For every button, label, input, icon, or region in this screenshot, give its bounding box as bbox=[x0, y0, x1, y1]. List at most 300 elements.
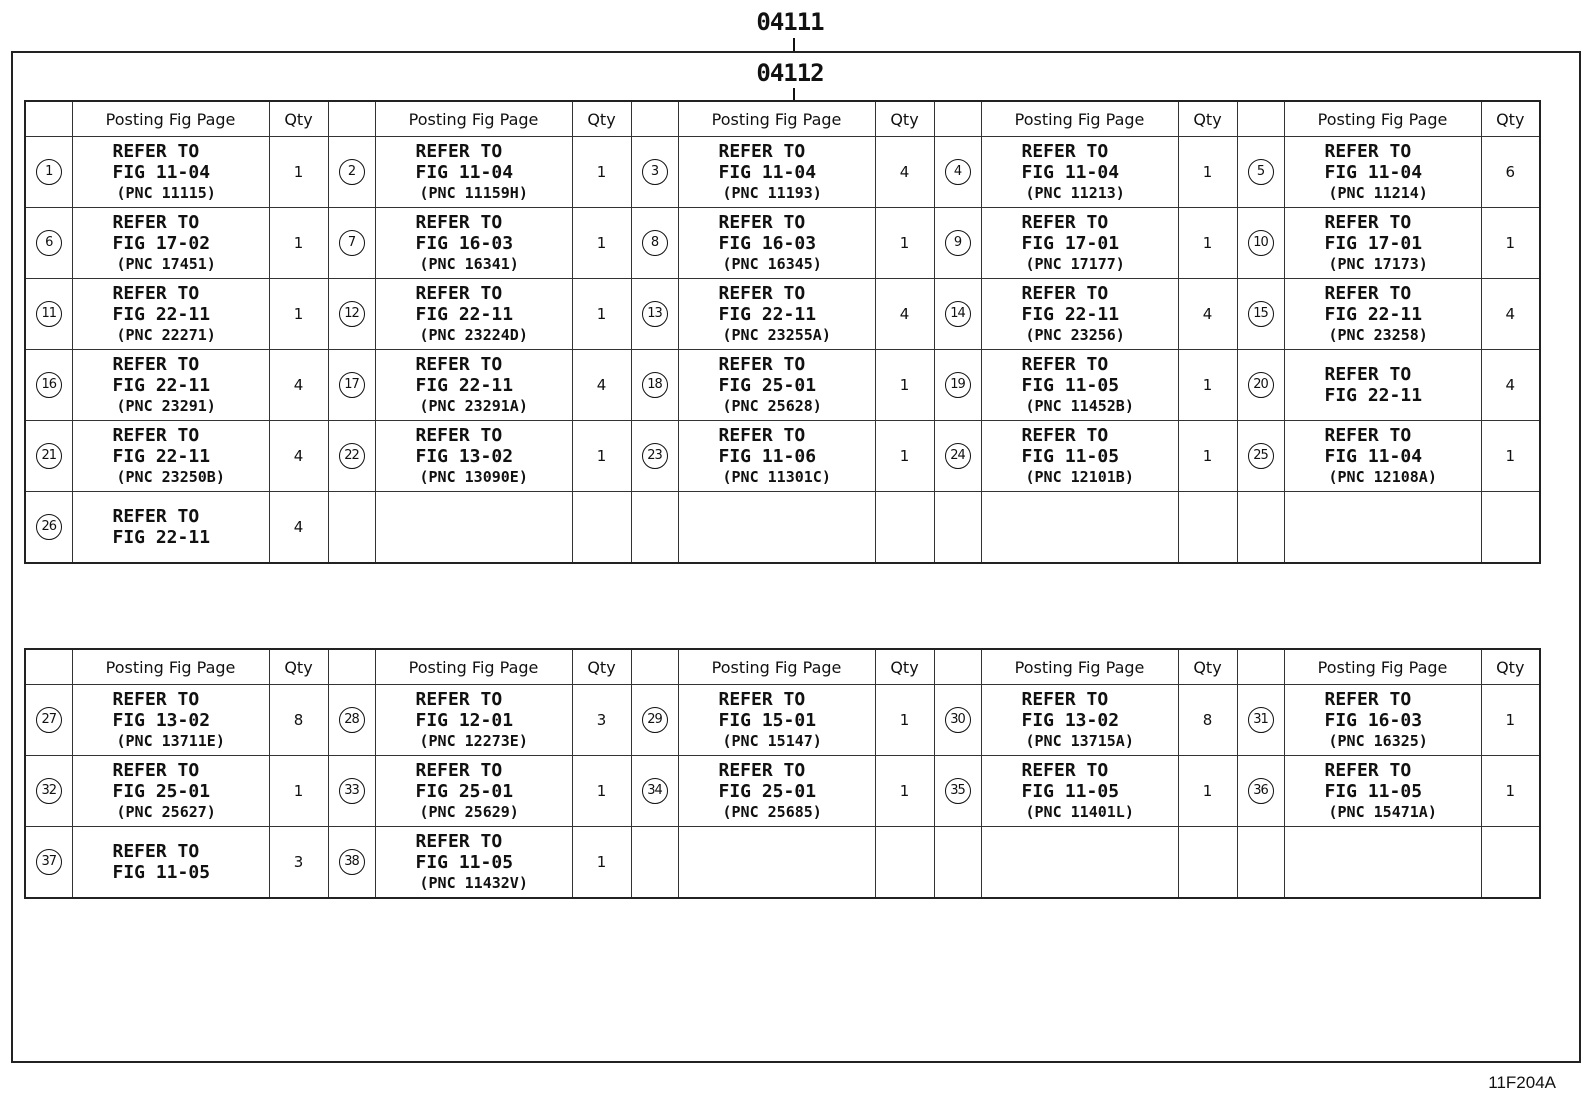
header-qty: Qty bbox=[572, 649, 631, 685]
quantity-cell bbox=[572, 492, 631, 564]
item-number-badge: 16 bbox=[36, 372, 62, 398]
item-number-cell bbox=[328, 208, 375, 279]
item-number-cell bbox=[328, 492, 375, 564]
fig-page-text: FIG 11-04 bbox=[718, 161, 817, 183]
item-number-cell bbox=[25, 208, 72, 279]
item-number-cell bbox=[328, 137, 375, 208]
fig-page-text: FIG 11-04 bbox=[415, 161, 514, 183]
pnc-text: (PNC 11214) bbox=[1328, 183, 1428, 202]
item-number-cell bbox=[631, 279, 678, 350]
item-number-cell bbox=[25, 492, 72, 564]
item-number-badge: 22 bbox=[339, 443, 365, 469]
refer-to-text: REFER TO bbox=[112, 688, 200, 710]
refer-to-text: REFER TO bbox=[718, 140, 806, 162]
refer-to-text: REFER TO bbox=[112, 211, 200, 233]
header-qty: Qty bbox=[1481, 649, 1540, 685]
pnc-text: (PNC 25629) bbox=[419, 802, 519, 821]
fig-page-text: FIG 16-03 bbox=[1324, 709, 1423, 731]
table-row bbox=[25, 208, 1540, 279]
fig-page-text: FIG 11-04 bbox=[1324, 161, 1423, 183]
item-number-cell bbox=[25, 827, 72, 899]
pnc-text: (PNC 11301C) bbox=[722, 467, 831, 486]
fig-page-text: FIG 11-05 bbox=[1021, 445, 1120, 467]
refer-to-text: REFER TO bbox=[415, 211, 503, 233]
refer-to-text: REFER TO bbox=[718, 759, 806, 781]
reference-cell bbox=[678, 756, 875, 827]
header-posting-fig-page: Posting Fig Page bbox=[72, 649, 269, 685]
reference-cell bbox=[1284, 421, 1481, 492]
refer-to-text: REFER TO bbox=[718, 282, 806, 304]
header-number-cell bbox=[328, 649, 375, 685]
fig-page-text: FIG 22-11 bbox=[415, 303, 514, 325]
pnc-text: (PNC 11115) bbox=[116, 183, 216, 202]
reference-cell bbox=[375, 279, 572, 350]
table-row bbox=[25, 350, 1540, 421]
reference-cell bbox=[678, 685, 875, 756]
fig-page-text: FIG 22-11 bbox=[1324, 303, 1423, 325]
quantity-cell: 1 bbox=[875, 421, 934, 492]
fig-page-text: FIG 25-01 bbox=[112, 780, 211, 802]
quantity-cell: 1 bbox=[1481, 208, 1540, 279]
item-number-cell bbox=[631, 756, 678, 827]
fig-page-text: FIG 11-04 bbox=[112, 161, 211, 183]
pnc-text: (PNC 11213) bbox=[1025, 183, 1125, 202]
reference-cell bbox=[678, 137, 875, 208]
fig-page-text: FIG 22-11 bbox=[112, 303, 211, 325]
reference-cell bbox=[981, 685, 1178, 756]
header-posting-fig-page: Posting Fig Page bbox=[678, 101, 875, 137]
item-number-cell bbox=[25, 756, 72, 827]
item-number-cell bbox=[631, 685, 678, 756]
refer-to-text: REFER TO bbox=[1324, 688, 1412, 710]
fig-page-text: FIG 17-01 bbox=[1324, 232, 1423, 254]
refer-to-text: REFER TO bbox=[1324, 282, 1412, 304]
pnc-text: (PNC 11159H) bbox=[419, 183, 528, 202]
pnc-text: (PNC 25685) bbox=[722, 802, 822, 821]
reference-cell bbox=[375, 827, 572, 899]
refer-to-text: REFER TO bbox=[112, 841, 200, 862]
reference-cell bbox=[678, 421, 875, 492]
header-number-cell bbox=[934, 649, 981, 685]
quantity-cell bbox=[1481, 827, 1540, 899]
reference-cell bbox=[1284, 279, 1481, 350]
quantity-cell bbox=[1481, 492, 1540, 564]
item-number-badge: 10 bbox=[1248, 230, 1274, 256]
item-number-badge: 15 bbox=[1248, 301, 1274, 327]
item-number-badge: 8 bbox=[642, 230, 668, 256]
pnc-text: (PNC 17177) bbox=[1025, 254, 1125, 273]
item-number-cell bbox=[631, 421, 678, 492]
quantity-cell: 1 bbox=[572, 279, 631, 350]
quantity-cell: 1 bbox=[572, 208, 631, 279]
pnc-text: (PNC 23291A) bbox=[419, 396, 528, 415]
quantity-cell: 1 bbox=[269, 756, 328, 827]
quantity-cell: 4 bbox=[269, 492, 328, 564]
header-qty: Qty bbox=[269, 649, 328, 685]
pnc-text: (PNC 15147) bbox=[722, 731, 822, 750]
quantity-cell: 4 bbox=[269, 350, 328, 421]
reference-cell bbox=[375, 421, 572, 492]
fig-page-text: FIG 15-01 bbox=[718, 709, 817, 731]
reference-cell bbox=[1284, 350, 1481, 421]
refer-to-text: REFER TO bbox=[415, 353, 503, 375]
reference-cell bbox=[72, 350, 269, 421]
item-number-badge: 25 bbox=[1248, 443, 1274, 469]
reference-cell bbox=[1284, 137, 1481, 208]
item-number-badge: 26 bbox=[36, 514, 62, 540]
quantity-cell: 1 bbox=[269, 208, 328, 279]
pnc-text: (PNC 11452B) bbox=[1025, 396, 1134, 415]
reference-cell bbox=[678, 279, 875, 350]
quantity-cell: 1 bbox=[572, 137, 631, 208]
item-number-badge: 31 bbox=[1248, 707, 1274, 733]
fig-page-text: FIG 13-02 bbox=[1021, 709, 1120, 731]
quantity-cell: 8 bbox=[1178, 685, 1237, 756]
table-row bbox=[25, 137, 1540, 208]
header-number-cell bbox=[934, 101, 981, 137]
quantity-cell: 1 bbox=[572, 827, 631, 899]
item-number-badge: 1 bbox=[36, 159, 62, 185]
illustration-code: 11F204A bbox=[1488, 1073, 1556, 1092]
sub-assembly-code: 04112 bbox=[756, 59, 824, 87]
item-number-badge: 6 bbox=[36, 230, 62, 256]
item-number-badge: 37 bbox=[36, 849, 62, 875]
pnc-text: (PNC 23224D) bbox=[419, 325, 528, 344]
refer-to-text: REFER TO bbox=[1021, 211, 1109, 233]
refer-to-text: REFER TO bbox=[112, 506, 200, 527]
reference-cell bbox=[72, 827, 269, 899]
reference-cell bbox=[981, 137, 1178, 208]
pnc-text: (PNC 13711E) bbox=[116, 731, 225, 750]
table-row bbox=[25, 492, 1540, 564]
item-number-cell bbox=[328, 827, 375, 899]
item-number-cell bbox=[934, 492, 981, 564]
item-number-cell bbox=[25, 137, 72, 208]
refer-to-text: REFER TO bbox=[1324, 211, 1412, 233]
quantity-cell: 1 bbox=[1481, 685, 1540, 756]
item-number-badge: 20 bbox=[1248, 372, 1274, 398]
quantity-cell: 8 bbox=[269, 685, 328, 756]
pnc-text: (PNC 16345) bbox=[722, 254, 822, 273]
item-number-badge: 35 bbox=[945, 778, 971, 804]
reference-cell bbox=[375, 685, 572, 756]
item-number-badge: 21 bbox=[36, 443, 62, 469]
fig-page-text: FIG 22-11 bbox=[718, 303, 817, 325]
fig-page-text: FIG 11-05 bbox=[1021, 780, 1120, 802]
table-row bbox=[25, 685, 1540, 756]
pnc-text: (PNC 17451) bbox=[116, 254, 216, 273]
pnc-text: (PNC 12108A) bbox=[1328, 467, 1437, 486]
header-qty: Qty bbox=[1178, 649, 1237, 685]
item-number-badge: 30 bbox=[945, 707, 971, 733]
refer-to-text: REFER TO bbox=[112, 353, 200, 375]
header-number-cell bbox=[1237, 101, 1284, 137]
item-number-cell bbox=[25, 279, 72, 350]
refer-to-text: REFER TO bbox=[1324, 140, 1412, 162]
header-qty: Qty bbox=[1481, 101, 1540, 137]
item-number-cell bbox=[1237, 756, 1284, 827]
quantity-cell bbox=[875, 827, 934, 899]
fig-page-text: FIG 11-05 bbox=[1021, 374, 1120, 396]
item-number-badge: 3 bbox=[642, 159, 668, 185]
quantity-cell: 1 bbox=[875, 756, 934, 827]
refer-to-text: REFER TO bbox=[1021, 759, 1109, 781]
item-number-cell bbox=[1237, 208, 1284, 279]
refer-to-text: REFER TO bbox=[112, 140, 200, 162]
refer-to-text: REFER TO bbox=[718, 688, 806, 710]
fig-page-text: FIG 25-01 bbox=[415, 780, 514, 802]
quantity-cell: 4 bbox=[1481, 279, 1540, 350]
pnc-text: (PNC 16341) bbox=[419, 254, 519, 273]
item-number-badge: 2 bbox=[339, 159, 365, 185]
item-number-badge: 24 bbox=[945, 443, 971, 469]
pnc-text: (PNC 11193) bbox=[722, 183, 822, 202]
refer-to-text: REFER TO bbox=[112, 424, 200, 446]
reference-cell bbox=[981, 421, 1178, 492]
table-row bbox=[25, 756, 1540, 827]
pnc-text: (PNC 16325) bbox=[1328, 731, 1428, 750]
reference-cell bbox=[72, 208, 269, 279]
item-number-badge: 19 bbox=[945, 372, 971, 398]
fig-page-text: FIG 11-06 bbox=[718, 445, 817, 467]
table-header-row bbox=[25, 649, 1540, 685]
item-number-badge: 5 bbox=[1248, 159, 1274, 185]
fig-page-text: FIG 22-11 bbox=[112, 374, 211, 396]
quantity-cell: 4 bbox=[875, 279, 934, 350]
quantity-cell: 1 bbox=[1178, 756, 1237, 827]
fig-page-text: FIG 13-02 bbox=[415, 445, 514, 467]
quantity-cell: 1 bbox=[875, 350, 934, 421]
header-number-cell bbox=[328, 101, 375, 137]
quantity-cell: 1 bbox=[572, 421, 631, 492]
item-number-cell bbox=[934, 685, 981, 756]
refer-to-text: REFER TO bbox=[112, 282, 200, 304]
reference-cell bbox=[1284, 827, 1481, 899]
reference-cell bbox=[1284, 756, 1481, 827]
quantity-cell: 1 bbox=[269, 137, 328, 208]
fig-page-text: FIG 22-11 bbox=[1021, 303, 1120, 325]
item-number-cell bbox=[25, 685, 72, 756]
quantity-cell: 1 bbox=[1178, 137, 1237, 208]
reference-cell bbox=[678, 827, 875, 899]
reference-cell bbox=[981, 827, 1178, 899]
quantity-cell: 3 bbox=[269, 827, 328, 899]
quantity-cell bbox=[1178, 492, 1237, 564]
assembly-code: 04111 bbox=[756, 8, 824, 36]
item-number-badge: 38 bbox=[339, 849, 365, 875]
reference-cell bbox=[72, 279, 269, 350]
item-number-badge: 32 bbox=[36, 778, 62, 804]
fig-page-text: FIG 25-01 bbox=[718, 374, 817, 396]
header-number-cell bbox=[631, 649, 678, 685]
fig-page-text: FIG 11-04 bbox=[1021, 161, 1120, 183]
quantity-cell: 1 bbox=[875, 685, 934, 756]
item-number-badge: 28 bbox=[339, 707, 365, 733]
pnc-text: (PNC 23250B) bbox=[116, 467, 225, 486]
item-number-badge: 7 bbox=[339, 230, 365, 256]
header-posting-fig-page: Posting Fig Page bbox=[375, 101, 572, 137]
header-posting-fig-page: Posting Fig Page bbox=[678, 649, 875, 685]
header-qty: Qty bbox=[1178, 101, 1237, 137]
header-posting-fig-page: Posting Fig Page bbox=[1284, 649, 1481, 685]
refer-to-text: REFER TO bbox=[718, 424, 806, 446]
header-posting-fig-page: Posting Fig Page bbox=[375, 649, 572, 685]
item-number-cell bbox=[934, 827, 981, 899]
refer-to-text: REFER TO bbox=[415, 759, 503, 781]
pnc-text: (PNC 22271) bbox=[116, 325, 216, 344]
item-number-badge: 14 bbox=[945, 301, 971, 327]
quantity-cell: 1 bbox=[1178, 350, 1237, 421]
reference-cell bbox=[678, 492, 875, 564]
reference-cell bbox=[981, 208, 1178, 279]
item-number-cell bbox=[631, 492, 678, 564]
header-posting-fig-page: Posting Fig Page bbox=[1284, 101, 1481, 137]
header-number-cell bbox=[25, 101, 72, 137]
refer-to-text: REFER TO bbox=[415, 688, 503, 710]
item-number-badge: 18 bbox=[642, 372, 668, 398]
item-number-badge: 29 bbox=[642, 707, 668, 733]
reference-cell bbox=[1284, 685, 1481, 756]
header-number-cell bbox=[631, 101, 678, 137]
fig-page-text: FIG 16-03 bbox=[718, 232, 817, 254]
reference-cell bbox=[981, 492, 1178, 564]
reference-cell bbox=[678, 208, 875, 279]
item-number-badge: 12 bbox=[339, 301, 365, 327]
header-posting-fig-page: Posting Fig Page bbox=[981, 649, 1178, 685]
quantity-cell: 1 bbox=[1178, 208, 1237, 279]
table-row bbox=[25, 421, 1540, 492]
item-number-cell bbox=[631, 208, 678, 279]
pnc-text: (PNC 23258) bbox=[1328, 325, 1428, 344]
quantity-cell: 6 bbox=[1481, 137, 1540, 208]
pnc-text: (PNC 23291) bbox=[116, 396, 216, 415]
fig-page-text: FIG 11-05 bbox=[415, 851, 514, 873]
pnc-text: (PNC 13090E) bbox=[419, 467, 528, 486]
refer-to-text: REFER TO bbox=[1021, 140, 1109, 162]
pnc-text: (PNC 25628) bbox=[722, 396, 822, 415]
quantity-cell: 1 bbox=[875, 208, 934, 279]
quantity-cell: 4 bbox=[269, 421, 328, 492]
header-qty: Qty bbox=[875, 101, 934, 137]
item-number-cell bbox=[631, 137, 678, 208]
pnc-text: (PNC 23256) bbox=[1025, 325, 1125, 344]
reference-cell bbox=[981, 279, 1178, 350]
table-row bbox=[25, 827, 1540, 899]
refer-to-text: REFER TO bbox=[718, 353, 806, 375]
item-number-cell bbox=[934, 756, 981, 827]
item-number-cell bbox=[934, 208, 981, 279]
item-number-badge: 13 bbox=[642, 301, 668, 327]
reference-cell bbox=[375, 756, 572, 827]
item-number-cell bbox=[1237, 350, 1284, 421]
quantity-cell: 1 bbox=[572, 756, 631, 827]
reference-cell bbox=[375, 137, 572, 208]
item-number-badge: 36 bbox=[1248, 778, 1274, 804]
item-number-badge: 11 bbox=[36, 301, 62, 327]
item-number-badge: 9 bbox=[945, 230, 971, 256]
quantity-cell: 1 bbox=[1481, 421, 1540, 492]
item-number-badge: 23 bbox=[642, 443, 668, 469]
fig-page-text: FIG 11-05 bbox=[112, 862, 211, 883]
item-number-cell bbox=[934, 350, 981, 421]
item-number-badge: 4 bbox=[945, 159, 971, 185]
reference-cell bbox=[981, 756, 1178, 827]
reference-cell bbox=[375, 350, 572, 421]
quantity-cell: 4 bbox=[875, 137, 934, 208]
item-number-cell bbox=[934, 421, 981, 492]
item-number-cell bbox=[1237, 827, 1284, 899]
refer-to-text: REFER TO bbox=[1324, 759, 1412, 781]
refer-to-text: REFER TO bbox=[415, 424, 503, 446]
item-number-cell bbox=[934, 279, 981, 350]
reference-cell bbox=[1284, 208, 1481, 279]
header-qty: Qty bbox=[875, 649, 934, 685]
pnc-text: (PNC 15471A) bbox=[1328, 802, 1437, 821]
reference-cell bbox=[72, 756, 269, 827]
reference-cell bbox=[72, 492, 269, 564]
quantity-cell: 1 bbox=[269, 279, 328, 350]
reference-cell bbox=[72, 421, 269, 492]
refer-to-text: REFER TO bbox=[415, 140, 503, 162]
refer-to-text: REFER TO bbox=[1021, 688, 1109, 710]
item-number-cell bbox=[328, 421, 375, 492]
quantity-cell bbox=[875, 492, 934, 564]
quantity-cell: 4 bbox=[1178, 279, 1237, 350]
refer-to-text: REFER TO bbox=[1021, 282, 1109, 304]
quantity-cell: 4 bbox=[572, 350, 631, 421]
header-qty: Qty bbox=[269, 101, 328, 137]
item-number-badge: 27 bbox=[36, 707, 62, 733]
parts-reference-table-2 bbox=[24, 648, 1541, 899]
quantity-cell: 4 bbox=[1481, 350, 1540, 421]
item-number-cell bbox=[328, 350, 375, 421]
refer-to-text: REFER TO bbox=[1021, 424, 1109, 446]
fig-page-text: FIG 17-02 bbox=[112, 232, 211, 254]
item-number-cell bbox=[1237, 279, 1284, 350]
refer-to-text: REFER TO bbox=[1324, 424, 1412, 446]
pnc-text: (PNC 11401L) bbox=[1025, 802, 1134, 821]
fig-page-text: FIG 17-01 bbox=[1021, 232, 1120, 254]
fig-page-text: FIG 16-03 bbox=[415, 232, 514, 254]
reference-cell bbox=[375, 208, 572, 279]
reference-cell bbox=[375, 492, 572, 564]
pnc-text: (PNC 25627) bbox=[116, 802, 216, 821]
refer-to-text: REFER TO bbox=[1324, 364, 1412, 385]
item-number-cell bbox=[1237, 137, 1284, 208]
header-number-cell bbox=[1237, 649, 1284, 685]
fig-page-text: FIG 22-11 bbox=[112, 445, 211, 467]
refer-to-text: REFER TO bbox=[415, 282, 503, 304]
pnc-text: (PNC 12273E) bbox=[419, 731, 528, 750]
header-posting-fig-page: Posting Fig Page bbox=[72, 101, 269, 137]
item-number-cell bbox=[631, 350, 678, 421]
fig-page-text: FIG 22-11 bbox=[415, 374, 514, 396]
pnc-text: (PNC 12101B) bbox=[1025, 467, 1134, 486]
fig-page-text: FIG 11-04 bbox=[1324, 445, 1423, 467]
fig-page-text: FIG 12-01 bbox=[415, 709, 514, 731]
reference-cell bbox=[72, 685, 269, 756]
table-row bbox=[25, 279, 1540, 350]
quantity-cell bbox=[1178, 827, 1237, 899]
fig-page-text: FIG 13-02 bbox=[112, 709, 211, 731]
item-number-cell bbox=[25, 421, 72, 492]
item-number-cell bbox=[328, 279, 375, 350]
parts-reference-table-1 bbox=[24, 100, 1541, 564]
refer-to-text: REFER TO bbox=[1021, 353, 1109, 375]
item-number-cell bbox=[1237, 685, 1284, 756]
header-posting-fig-page: Posting Fig Page bbox=[981, 101, 1178, 137]
quantity-cell: 1 bbox=[1481, 756, 1540, 827]
